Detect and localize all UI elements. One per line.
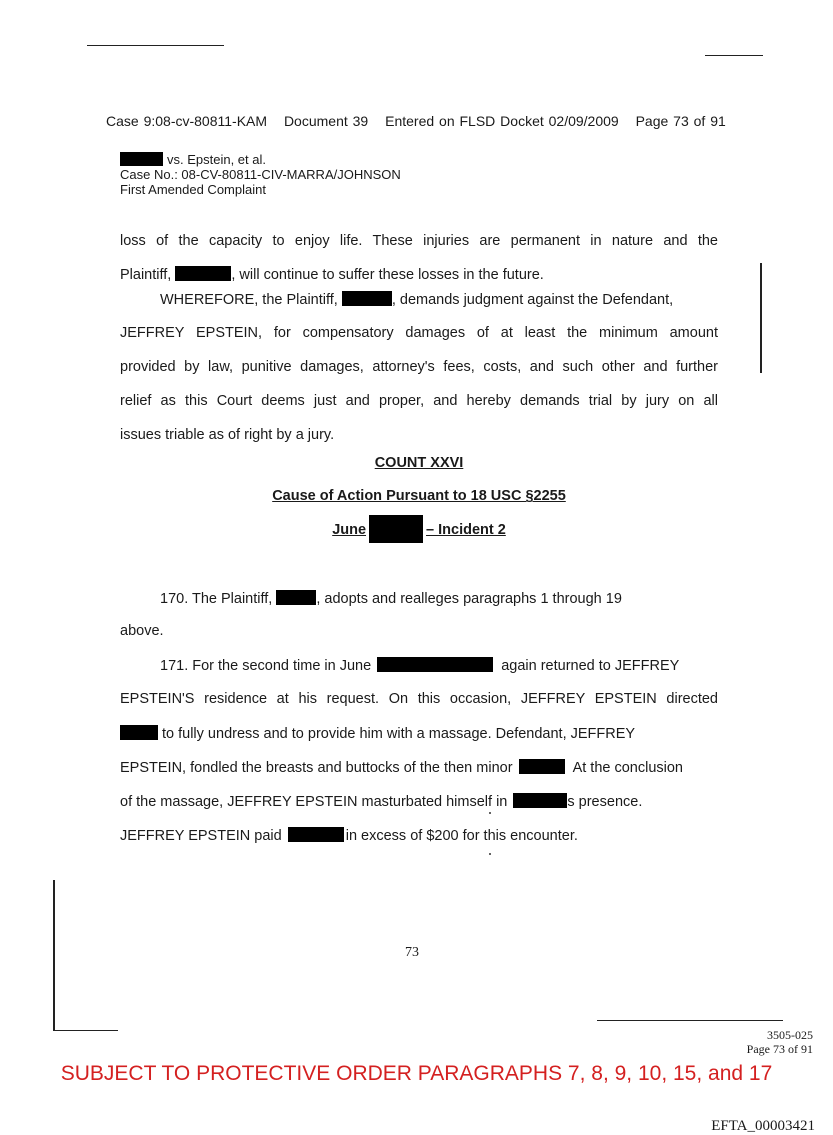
docket-entry: Entered on FLSD Docket 02/09/2009 [385, 113, 619, 129]
redaction [175, 266, 231, 281]
docket-page: Page 73 of 91 [635, 113, 726, 129]
redaction [369, 515, 423, 543]
caption-parties: vs. Epstein, et al. [120, 152, 401, 167]
redaction [377, 657, 493, 672]
stamp-code: 3505-025 [767, 1028, 813, 1042]
document-number: Document 39 [283, 113, 369, 129]
docket-header [106, 113, 738, 129]
page-number: 73 [405, 945, 419, 960]
redaction [120, 152, 163, 166]
redaction [519, 759, 565, 774]
redaction [276, 590, 316, 605]
text-line: JEFFREY EPSTEIN paid in excess of $200 for this encounter. [120, 828, 578, 844]
stamp-page: Page 73 of 91 [746, 1042, 813, 1056]
text-line: relief as this Court deems just and proper, and hereby demands trial by jury on all [120, 393, 718, 409]
text-line: WHEREFORE, the Plaintiff, , demands judgment against the Defendant, [160, 292, 674, 308]
text-line: EPSTEIN'S residence at his request. On this occasion, JEFFREY EPSTEIN directed [120, 691, 718, 707]
stamp-rule [597, 1020, 783, 1021]
text-line: above. [120, 623, 164, 639]
cause-of-action-heading: Cause of Action Pursuant to 18 USC §2255 [272, 488, 566, 504]
protective-order-banner: SUBJECT TO PROTECTIVE ORDER PARAGRAPHS 7, 8, 9, 10, 15, and 17 [60, 1062, 773, 1085]
incident-heading: June – Incident 2 [120, 515, 718, 543]
right-margin-bar [760, 263, 762, 373]
text-line: EPSTEIN, fondled the breasts and buttocks of the then minor At the conclusion [120, 760, 683, 776]
text-line: provided by law, punitive damages, attorney's fees, costs, and such other and further [120, 359, 718, 375]
redaction [342, 291, 392, 306]
text-line: to fully undress and to provide him with a massage. Defendant, JEFFREY [120, 725, 718, 742]
count-title: COUNT XXVI [374, 455, 464, 471]
text-line: JEFFREY EPSTEIN, for compensatory damages of at least the minimum amount [120, 325, 718, 341]
top-left-rule [87, 45, 224, 46]
bottom-left-rule [53, 1030, 118, 1031]
text-line: of the massage, JEFFREY EPSTEIN masturbated himself in s presence. [120, 794, 643, 810]
scan-speck [489, 853, 491, 855]
redaction [513, 793, 567, 808]
text-line: loss of the capacity to enjoy life. These injuries are permanent in nature and the [120, 233, 718, 249]
bates-stamp [747, 1028, 813, 1056]
case-number: Case No.: 08-CV-80811-CIV-MARRA/JOHNSON [120, 167, 401, 182]
document-title: First Amended Complaint [120, 182, 266, 197]
text-line: Plaintiff, , will continue to suffer these losses in the future. [120, 267, 544, 283]
efta-identifier: EFTA_00003421 [711, 1118, 815, 1134]
case-id: Case 9:08-cv-80811-KAM [106, 113, 268, 129]
text-line: issues triable as of right by a jury. [120, 427, 335, 443]
redaction [288, 827, 344, 842]
scan-speck [489, 812, 491, 814]
text-line: 171. For the second time in June again returned to JEFFREY [160, 658, 680, 674]
redaction [120, 725, 158, 740]
top-right-rule [705, 55, 763, 56]
left-margin-bar [53, 880, 55, 1030]
case-caption [120, 152, 401, 197]
text-line: 170. The Plaintiff, , adopts and realleges paragraphs 1 through 19 [160, 591, 622, 607]
